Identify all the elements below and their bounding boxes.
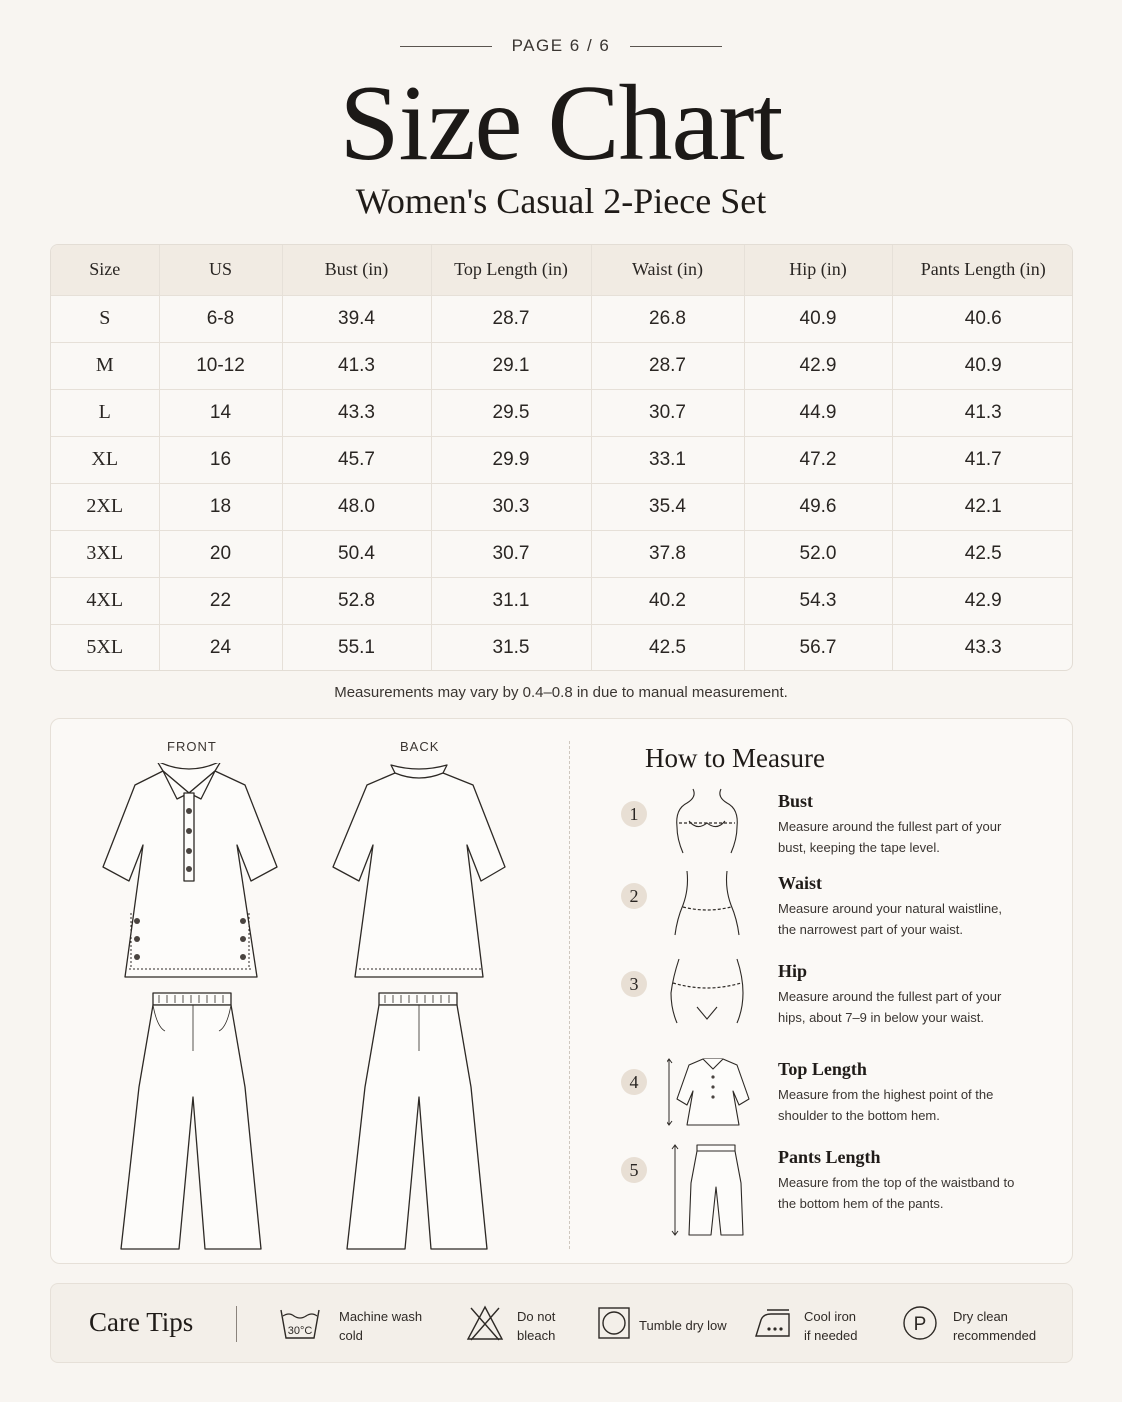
measurement-cell: 14 xyxy=(159,389,282,436)
table-row xyxy=(51,577,1073,624)
care-tip-text xyxy=(804,1307,858,1345)
right-rule xyxy=(630,46,722,47)
table-row xyxy=(51,624,1073,671)
measurement-cell: 41.3 xyxy=(892,389,1073,436)
measurement-cell: 30.3 xyxy=(431,483,591,530)
measurement-cell: 39.4 xyxy=(282,295,431,342)
measurement-cell: 41.7 xyxy=(892,436,1073,483)
page-label: PAGE 6 / 6 xyxy=(511,36,611,55)
measurement-cell: 54.3 xyxy=(744,577,892,624)
measurement-panel xyxy=(50,718,1073,1264)
step-description: Measure around the fullest part of your bust, keeping the tape level. xyxy=(778,819,1002,855)
size-cell: 3XL xyxy=(51,530,159,577)
measurement-cell: 52.0 xyxy=(744,530,892,577)
page-subtitle: Women's Casual 2-Piece Set xyxy=(355,181,767,221)
measurement-cell: 6-8 xyxy=(159,295,282,342)
step-title: Pants Length xyxy=(778,1147,881,1167)
measurement-cell: 43.3 xyxy=(964,636,1002,658)
front-pants-illustration xyxy=(117,987,267,1253)
measurement-cell: 41.3 xyxy=(282,342,431,389)
care-tip-line1: Machine wash xyxy=(339,1309,423,1324)
dry-clean-icon xyxy=(901,1304,939,1342)
care-tip-line1: Tumble dry low xyxy=(639,1318,727,1333)
size-cell: M xyxy=(51,342,159,389)
care-tip-wash xyxy=(279,1302,439,1346)
measurement-cell: 50.4 xyxy=(282,530,431,577)
measurement-cell: 29.1 xyxy=(431,342,591,389)
bust-figure-icon xyxy=(667,787,747,857)
pants-length-icon xyxy=(667,1143,757,1243)
size-cell: 5XL xyxy=(51,624,159,671)
size-cell: 4XL xyxy=(51,577,159,624)
step-number-badge: 1 xyxy=(621,801,647,827)
measurement-cell: 42.5 xyxy=(892,530,1073,577)
measurement-cell: 56.7 xyxy=(744,624,892,671)
care-tip-line2: if needed xyxy=(804,1328,858,1343)
care-tip-line1: Do not xyxy=(517,1309,556,1324)
table-header-row xyxy=(51,245,1073,295)
measurement-cell: 22 xyxy=(159,577,282,624)
care-tip-tumble-dry xyxy=(597,1302,747,1346)
measurement-cell: 28.7 xyxy=(591,342,744,389)
care-tips-title: Care Tips xyxy=(89,1307,194,1337)
care-separator xyxy=(236,1306,237,1342)
hip-figure-icon xyxy=(667,957,747,1027)
panel-divider xyxy=(569,741,570,1249)
measurement-cell: 43.3 xyxy=(282,389,431,436)
column-header: Waist (in) xyxy=(591,245,744,295)
measurement-cell: 35.4 xyxy=(591,483,744,530)
back-top-illustration xyxy=(327,763,511,981)
measurement-cell: 44.9 xyxy=(744,389,892,436)
care-tip-text xyxy=(517,1307,555,1345)
column-header: US xyxy=(159,245,282,295)
measurement-cell: 33.1 xyxy=(591,436,744,483)
size-table xyxy=(50,244,1073,671)
measurement-cell: 55.1 xyxy=(282,624,431,671)
measurement-cell: 40.2 xyxy=(591,577,744,624)
table-row xyxy=(51,342,1073,389)
measurement-cell: 20 xyxy=(159,530,282,577)
measurement-cell: 28.7 xyxy=(431,295,591,342)
care-tip-line2: bleach xyxy=(517,1328,556,1343)
no-bleach-icon xyxy=(465,1304,505,1342)
care-tip-line2: recommended xyxy=(953,1328,1037,1343)
cool-iron-icon xyxy=(753,1304,793,1342)
step-title: Bust xyxy=(778,791,814,811)
care-tips-bar xyxy=(50,1283,1073,1363)
measurement-cell: 37.8 xyxy=(591,530,744,577)
how-to-measure-title: How to Measure xyxy=(645,743,825,773)
page-indicator xyxy=(0,36,1122,56)
column-header: Hip (in) xyxy=(744,245,892,295)
column-header: Pants Length (in) xyxy=(892,245,1073,295)
measurement-cell: 31.1 xyxy=(431,577,591,624)
measurement-cell: 52.8 xyxy=(282,577,431,624)
measurement-cell: 30.7 xyxy=(431,530,591,577)
measurement-cell: 48.0 xyxy=(282,483,431,530)
measurement-cell: 47.2 xyxy=(744,436,892,483)
care-tip-text xyxy=(339,1307,422,1345)
step-description: Measure around your natural waistline, the narrowest part of your waist. xyxy=(778,901,1003,937)
care-tip-iron xyxy=(753,1302,883,1346)
care-tip-text xyxy=(639,1316,727,1335)
front-top-illustration xyxy=(97,763,281,981)
measure-step-pants-length xyxy=(617,1147,1057,1247)
top-length-icon xyxy=(667,1055,757,1131)
step-title: Waist xyxy=(778,873,823,893)
column-header: Top Length (in) xyxy=(431,245,591,295)
step-number-badge: 4 xyxy=(621,1069,647,1095)
table-row xyxy=(51,483,1073,530)
care-tip-dry-clean xyxy=(901,1302,1061,1346)
measurement-cell: 29.5 xyxy=(431,389,591,436)
front-view-label: FRONT xyxy=(167,739,217,754)
care-tip-text xyxy=(953,1307,1036,1345)
care-tip-line2: cold xyxy=(339,1328,363,1343)
care-tip-line1: Cool iron xyxy=(804,1309,857,1324)
size-cell: XL xyxy=(51,436,159,483)
step-title: Top Length xyxy=(778,1059,867,1079)
size-cell: 2XL xyxy=(51,483,159,530)
step-number-badge: 3 xyxy=(621,971,647,997)
back-pants-illustration xyxy=(343,987,493,1253)
step-description: Measure from the highest point of the shoulder to the bottom hem. xyxy=(778,1087,994,1123)
measurement-cell: 42.9 xyxy=(744,342,892,389)
machine-wash-30-icon xyxy=(279,1304,321,1342)
left-rule xyxy=(400,46,492,47)
waist-figure-icon xyxy=(667,869,747,939)
measurement-cell: 42.9 xyxy=(892,577,1073,624)
measurement-cell: 42.5 xyxy=(591,624,744,671)
size-cell: S xyxy=(51,295,159,342)
tumble-dry-low-icon xyxy=(597,1304,631,1342)
wash-temperature: 30°C xyxy=(287,1325,313,1337)
table-row xyxy=(51,295,1073,342)
measurement-cell: 10-12 xyxy=(159,342,282,389)
measurement-cell: 16 xyxy=(159,436,282,483)
table-row xyxy=(51,389,1073,436)
size-cell: L xyxy=(51,389,159,436)
measurement-cell: 29.9 xyxy=(431,436,591,483)
step-number-badge: 2 xyxy=(621,883,647,909)
step-title: Hip xyxy=(778,961,808,981)
measurement-cell: 26.8 xyxy=(591,295,744,342)
dry-clean-letter: P xyxy=(913,1314,927,1335)
measurement-cell: 42.1 xyxy=(892,483,1073,530)
table-row xyxy=(51,436,1073,483)
page-title: Size Chart xyxy=(339,64,783,183)
measurement-cell: 31.5 xyxy=(431,624,591,671)
measurement-cell: 40.9 xyxy=(892,342,1073,389)
step-number-badge: 5 xyxy=(621,1157,647,1183)
measurement-cell: 45.7 xyxy=(282,436,431,483)
care-tip-bleach xyxy=(465,1302,585,1346)
measurement-cell: 18 xyxy=(159,483,282,530)
table-row xyxy=(51,530,1073,577)
step-description: Measure around the fullest part of your hips, about 7–9 in below your waist. xyxy=(778,989,1002,1025)
measurement-cell: 40.6 xyxy=(892,295,1073,342)
measurement-cell: 30.7 xyxy=(591,389,744,436)
measurement-cell: 40.9 xyxy=(744,295,892,342)
step-description: Measure from the top of the waistband to the bottom hem of the pants. xyxy=(778,1175,1015,1211)
measurement-cell: 24 xyxy=(159,624,282,671)
measurement-note: Measurements may vary by 0.4–0.8 in due to manual measurement. xyxy=(334,684,788,701)
column-header: Bust (in) xyxy=(282,245,431,295)
measurement-cell: 49.6 xyxy=(744,483,892,530)
column-header: Size xyxy=(51,245,159,295)
care-tip-line1: Dry clean xyxy=(953,1309,1008,1324)
measure-step-hip xyxy=(617,961,1057,1061)
back-view-label: BACK xyxy=(400,739,440,754)
